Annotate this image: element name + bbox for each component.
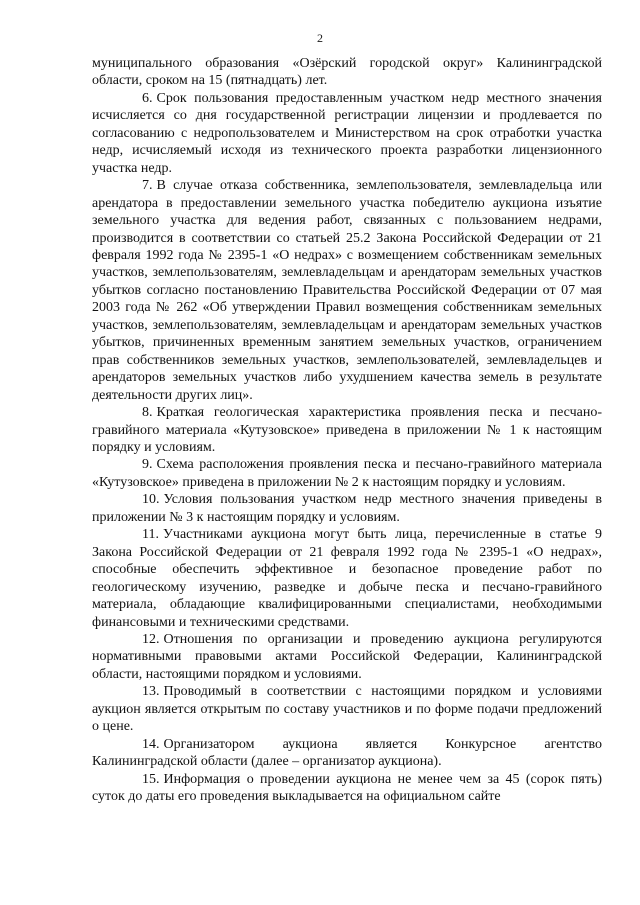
document-body [92, 55, 602, 805]
clause-12 [92, 631, 602, 683]
clause-number: 9. [142, 457, 153, 473]
page-number: 2 [317, 31, 323, 45]
clause-6 [92, 90, 602, 177]
clause-8 [92, 404, 602, 456]
clause-text: Краткая геологическая характеристика проявления песка и песчано-гравийного материала «Кутузовское» приведена в приложении № 1 к настоящим порядку и условиям. [92, 405, 602, 455]
clause-10 [92, 491, 602, 526]
clause-number: 7. [142, 178, 153, 194]
clause-7 [92, 177, 602, 404]
clause-text: Проводимый в соответствии с настоящими порядком и условиями аукцион является открытым по составу участников и по форме подачи предложений о цене. [92, 684, 602, 735]
clause-9 [92, 456, 602, 491]
clause-text: Отношения по организации и проведению аукциона регулируются нормативными правовыми актами Российской Федерации, Калининградской области, настоящими порядком и условиями. [92, 631, 602, 682]
paragraph-text: муниципального образования «Озёрский городской округ» Калининградской области, сроком на 15 (пятнадцать) лет. [92, 56, 602, 89]
clause-number: 14. [142, 736, 160, 752]
clause-number: 12. [142, 631, 160, 647]
clause-number: 8. [142, 405, 153, 421]
clause-14 [92, 736, 602, 771]
clause-text: Схема расположения проявления песка и песчано-гравийного материала «Кутузовское» приведена в приложении № 2 к настоящим порядку и условиям. [92, 457, 602, 490]
clause-text: Условия пользования участком недр местного значения приведены в приложении № 3 к настоящим порядку и условиям. [92, 492, 602, 525]
clause-13 [92, 683, 602, 735]
clause-number: 6. [142, 90, 153, 106]
clause-text: Организатором аукциона является Конкурсное агентство Калининградской области (далее – организатор аукциона). [92, 736, 602, 770]
clause-text: В случае отказа собственника, землепользователя, землевладельца или арендатора в предоставлении земельного участка победителю аукциона изъятие земельного участка для ведения работ, связанных с пользованием недрами, производится в соответствии со статьей 25.2 Закона Российской Федерации от 21 февраля 1992 года № 2395-1 «О недрах» с возмещением собственникам земельных участков, землепользователям, землевладельцам и арендаторам земельных участков убытков согласно постановлению Правительства Российской Федерации от 07 мая 2003 года № 262 «Об утверждении Правил возмещения собственникам земельных участков, землепользователям, землевладельцам и арендаторам земельных участков убытков, причиненных временным занятием земельных участков, ограничением прав собственников земельных участков, землепользователей, землевладельцев и арендаторов земельных участков либо ухудшением качества земель в результате деятельности других лиц». [92, 178, 602, 403]
clause-number: 11. [142, 527, 159, 543]
clause-number: 13. [142, 684, 160, 700]
clause-11 [92, 526, 602, 631]
clause-text: Участниками аукциона могут быть лица, перечисленные в статье 9 Закона Российской Федерации от 21 февраля 1992 года № 2395-1 «О недрах», способные обеспечить эффективное и безопасное проведение работ по геологическому изучению, разведке и добыче песка и песчано-гравийного материала, обладающие квалифицированными специалистами, необходимыми финансовыми и техническими средствами. [92, 527, 602, 630]
clause-15 [92, 771, 602, 806]
paragraph-continuation [92, 55, 602, 90]
clause-number: 10. [142, 492, 160, 508]
clause-text: Срок пользования предоставленным участком недр местного значения исчисляется со дня государственной регистрации лицензии и продлевается по согласованию с недропользователем и Министерством на срок отработки участка недр, исчисляемый исходя из технического проекта разработки лицензионного участка недр. [92, 90, 602, 176]
clause-number: 15. [142, 771, 160, 787]
clause-text: Информация о проведении аукциона не менее чем за 45 (сорок пять) суток до даты его проведения выкладывается на официальном сайте [92, 771, 602, 805]
